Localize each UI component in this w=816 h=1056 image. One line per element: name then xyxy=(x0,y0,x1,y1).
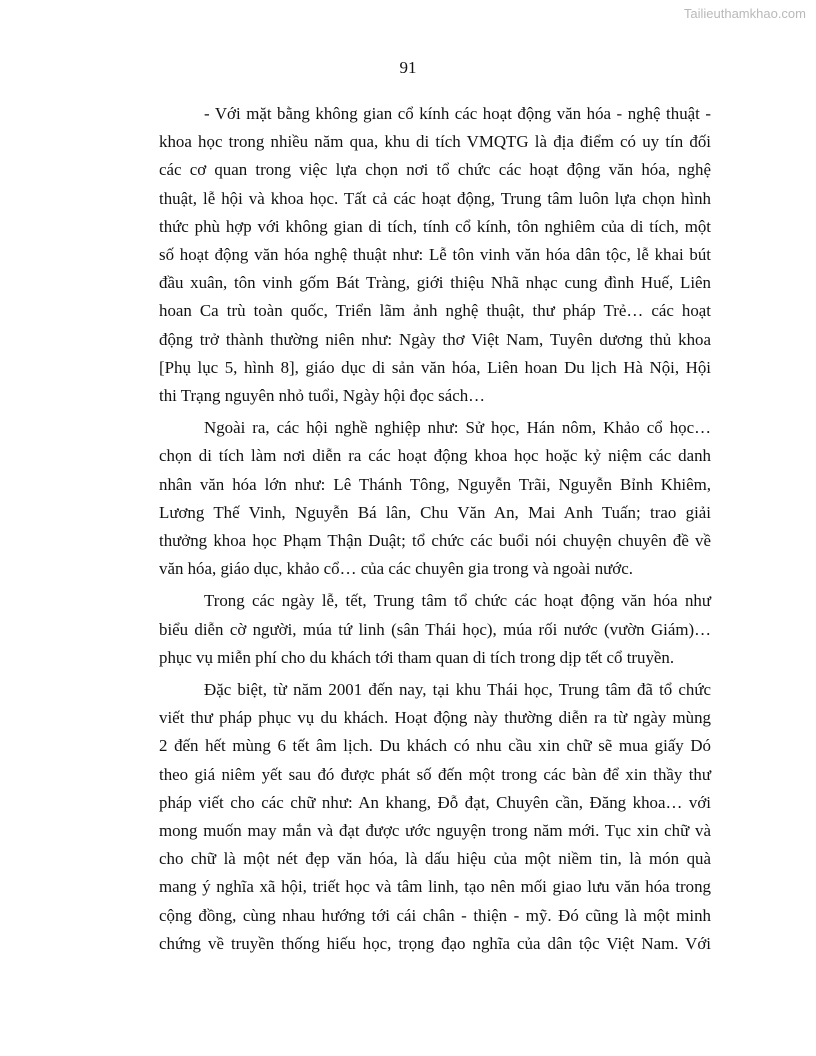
text-line: pháp viết cho các chữ như: An khang, Đỗ đạt, Chuyên cần, Đăng khoa… với xyxy=(159,792,711,812)
paragraph-3 xyxy=(159,587,711,672)
text-line: Trong các ngày lễ, tết, Trung tâm tổ chức các hoạt động văn hóa như xyxy=(204,591,711,611)
text-line: theo giá niêm yết sau đó được phát số đến một trong các bàn để xin thầy thư xyxy=(159,764,711,784)
text-line: mang ý nghĩa xã hội, triết học và tâm linh, tạo nên mối giao lưu văn hóa trong xyxy=(159,877,711,897)
watermark: Tailieuthamkhao.com xyxy=(683,6,806,21)
text-line: thuật, lễ hội và khoa học. Tất cả các hoạt động, Trung tâm luôn lựa chọn hình xyxy=(159,188,711,208)
text-line: phục vụ miễn phí cho du khách tới tham quan di tích trong dịp tết cổ truyền. xyxy=(159,647,675,667)
text-line: thức phù hợp với không gian di tích, tính cổ kính, tôn nghiêm của di tích, một xyxy=(159,216,711,236)
text-line: Ngoài ra, các hội nghề nghiệp như: Sử học, Hán nôm, Khảo cổ học… xyxy=(204,418,711,438)
text-line: 2 đến hết mùng 6 tết âm lịch. Du khách có nhu cầu xin chữ sẽ mua giấy Dó xyxy=(159,736,711,756)
text-line: biểu diễn cờ người, múa tứ linh (sân Thái học), múa rối nước (vườn Giám)… xyxy=(159,619,711,639)
text-line: viết thư pháp phục vụ du khách. Hoạt động này thường diễn ra từ ngày mùng xyxy=(159,708,711,728)
text-line: khoa học trong nhiều năm qua, khu di tích VMQTG là địa điểm có uy tín đối xyxy=(159,132,711,152)
text-line: các cơ quan trong việc lựa chọn nơi tổ chức các hoạt động văn hóa, nghệ xyxy=(159,160,711,180)
text-line: [Phụ lục 5, hình 8], giáo dục di sản văn hóa, Liên hoan Du lịch Hà Nội, Hội xyxy=(159,357,711,377)
text-line: thưởng khoa học Phạm Thận Duật; tổ chức các buổi nói chuyện chuyên đề về xyxy=(159,531,711,551)
text-line: chứng về truyền thống hiếu học, trọng đạo nghĩa của dân tộc Việt Nam. Với xyxy=(159,933,711,953)
text-line: số hoạt động văn hóa nghệ thuật như: Lễ tôn vinh văn hóa dân tộc, lễ khai bút xyxy=(159,245,711,265)
text-line: Đặc biệt, từ năm 2001 đến nay, tại khu Thái học, Trung tâm đã tổ chức xyxy=(204,680,711,700)
body-text xyxy=(159,100,711,958)
text-line: văn hóa, giáo dục, khảo cổ… của các chuyên gia trong và ngoài nước. xyxy=(159,559,633,579)
text-line: Lương Thế Vinh, Nguyễn Bá lân, Chu Văn An, Mai Anh Tuấn; trao giải xyxy=(159,502,711,522)
text-line: - Với mặt bằng không gian cổ kính các hoạt động văn hóa - nghệ thuật - xyxy=(204,104,711,123)
text-line: thi Trạng nguyên nhỏ tuổi, Ngày hội đọc sách… xyxy=(159,386,486,406)
paragraph-1 xyxy=(159,100,711,410)
paragraph-2 xyxy=(159,414,711,583)
text-line: cộng đồng, cùng nhau hướng tới cái chân - thiện - mỹ. Đó cũng là một minh xyxy=(159,905,711,925)
text-line: nhân văn hóa lớn như: Lê Thánh Tông, Nguyễn Trãi, Nguyễn Bỉnh Khiêm, xyxy=(159,474,711,494)
paragraph-4 xyxy=(159,676,711,958)
text-line: mong muốn may mắn và đạt được ước nguyện trong năm mới. Tục xin chữ và xyxy=(159,821,711,841)
text-line: cho chữ là một nét đẹp văn hóa, là dấu hiệu của một niềm tin, là món quà xyxy=(159,849,711,869)
text-line: đầu xuân, tôn vinh gốm Bát Tràng, giới thiệu Nhã nhạc cung đình Huế, Liên xyxy=(159,273,711,293)
text-line: động trở thành thường niên như: Ngày thơ Việt Nam, Tuyên dương thủ khoa xyxy=(159,329,711,349)
page-number: 91 xyxy=(399,58,417,77)
text-line: hoan Ca trù toàn quốc, Triển lãm ảnh nghệ thuật, thư pháp Trẻ… các hoạt xyxy=(159,301,711,321)
text-line: chọn di tích làm nơi diễn ra các hoạt động khoa học hoặc kỷ niệm các danh xyxy=(159,446,711,466)
